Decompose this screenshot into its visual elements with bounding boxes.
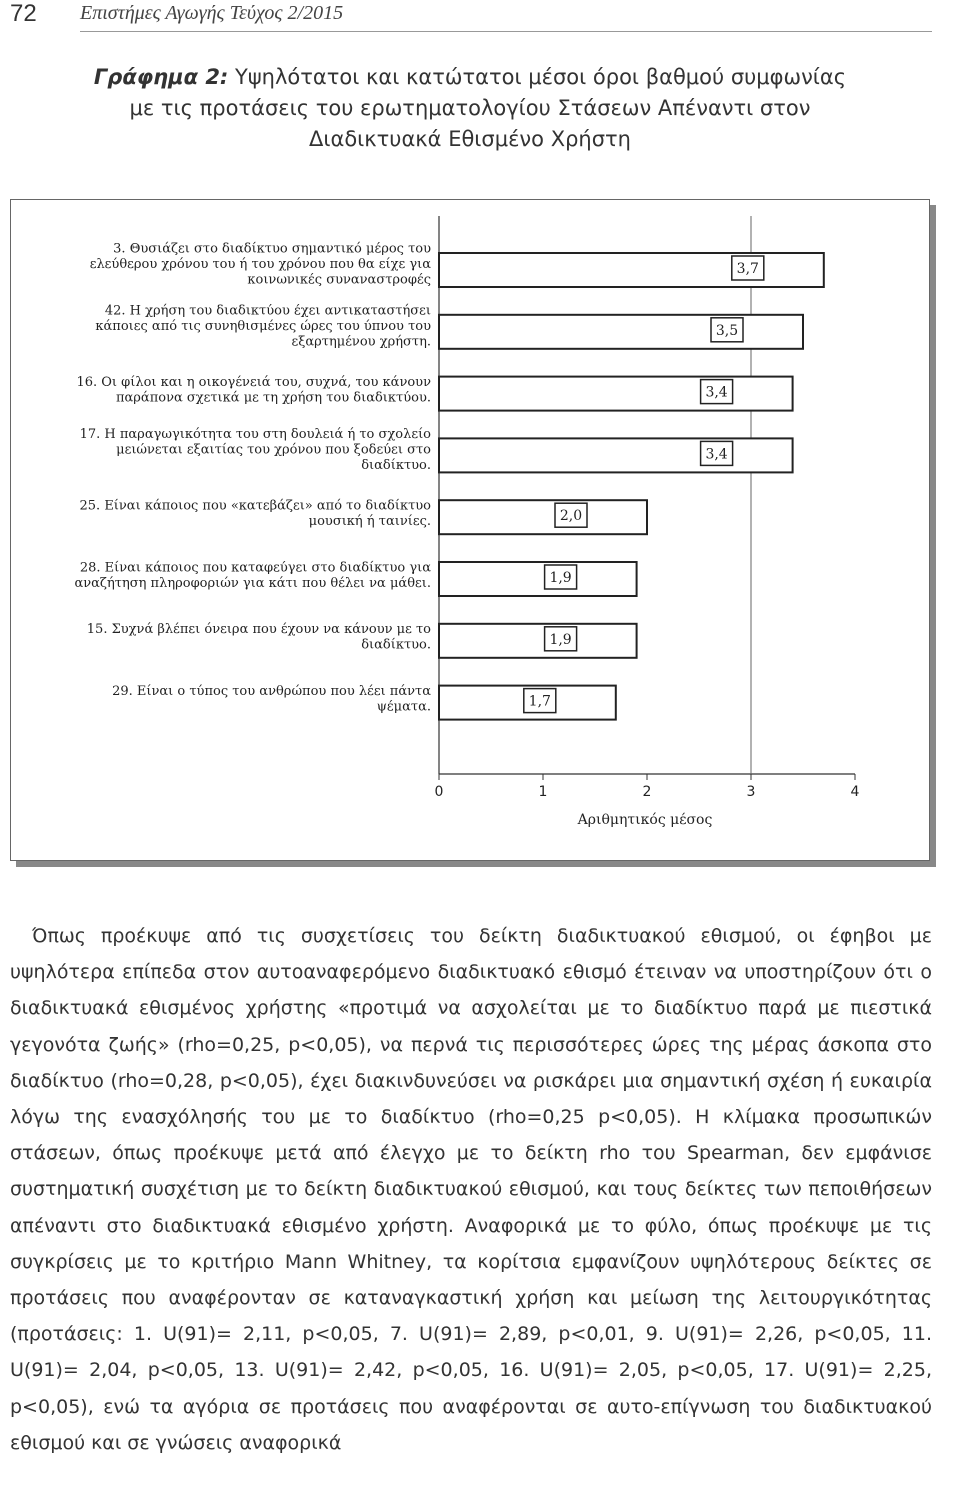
value-label: 1,9 — [549, 631, 572, 648]
category-label: εξαρτημένου χρήστη. — [291, 334, 431, 350]
chart-frame — [10, 199, 930, 861]
category-label: 28. Είναι κάποιος που καταφεύγει στο διαδίκτυο για — [79, 560, 431, 576]
bar — [439, 315, 803, 349]
journal-title: Επιστήμες Αγωγής Τεύχος 2/2015 — [80, 2, 344, 24]
category-label: διαδίκτυο. — [361, 637, 431, 653]
category-label: 17. Η παραγωγικότητα του στη δουλειά ή το σχολείο — [79, 426, 431, 442]
category-label: 29. Είναι ο τύπος του ανθρώπου που λέει πάντα — [112, 683, 431, 699]
category-label: 15. Συχνά βλέπει όνειρα που έχουν να κάνουν με το — [86, 622, 431, 638]
category-label: 3. Θυσιάζει στο διαδίκτυο σημαντικό μέρος του — [113, 241, 431, 257]
figure-label: Γράφημα 2: — [93, 65, 229, 89]
x-tick-label: 3 — [746, 784, 756, 800]
bar-chart — [11, 200, 929, 860]
body-paragraph: Όπως προέκυψε από τις συσχετίσεις του δείκτη διαδικτυακού εθισμού, οι έφηβοι με υψηλότερα επίπεδα στον αυτοαναφερόμενο διαδικτυακό εθισμό έτειναν να υποστηρίζουν ότι ο διαδικτυακά εθισμένος χρήστης «προτιμά να ασχολείται με το διαδίκτυο παρά με πιεστικά γεγονότα ζωής» (rho=0,25, p<0,05), να περνά τις περισσότερες ώρες της μέρας άσκοπα στο διαδίκτυο (rho=0,28, p<0,05), έχει διακινδυνεύσει να ρισκάρει μια σημαντική σχέση ή ευκαιρία λόγω της ενασχόλησής του με το διαδίκτυο (rho=0,25 p<0,05). Η κλίμακα προσωπικών στάσεων, όπως προέκυψε μετά από έλεγχο με το δείκτη rho του Spearman, δεν εμφάνισε συστηματική συσχέτιση με το δείκτη διαδικτυακού εθισμού, και τους δείκτες των πεποιθήσεων απέναντι στο διαδικτυακά εθισμένο χρήστη. Αναφορικά με το φύλο, όπως προέκυψε με τις συγκρίσεις με το κριτήριο Mann Whitney, τα κορίτσια εμφανίζουν υψηλότερους δείκτες σε προτάσεις που αναφέρονταν σε καταναγκαστική χρήση και μείωση της λειτουργικότητας (προτάσεις: 1. U(91)= 2,11, p<0,05, 7. U(91)= 2,89, p<0,01, 9. U(91)= 2,26, p<0,05, 11. U(91)= 2,04, p<0,05, 13. U(91)= 2,42, p<0,05, 16. U(91)= 2,05, p<0,05, 17. U(91)= 2,25, p<0,05), ενώ τα αγόρια σε προτάσεις που αναφέρονται σε αυτο-επίγνωση του διαδικτυακού εθισμού και σε γνώσεις αναφορικά — [10, 925, 932, 1454]
value-label: 2,0 — [559, 508, 583, 525]
value-label: 3,4 — [705, 384, 728, 401]
category-label: παράπονα σχετικά με τη χρήση του διαδικτύου. — [115, 390, 431, 406]
bar — [439, 438, 793, 472]
page-header — [0, 0, 960, 34]
x-tick-label: 4 — [850, 784, 860, 800]
x-tick-label: 2 — [642, 784, 652, 800]
category-label: 25. Είναι κάποιος που «κατεβάζει» από το διαδίκτυο — [79, 498, 431, 514]
x-axis-label: Αριθμητικός μέσος — [577, 812, 713, 828]
figure-caption — [80, 62, 860, 155]
category-label: 42. Η χρήση του διαδικτύου έχει αντικαταστήσει — [104, 303, 431, 319]
category-label: κοινωνικές συναναστροφές — [247, 272, 431, 288]
bar — [439, 253, 824, 287]
bar — [439, 500, 647, 534]
bar — [439, 562, 637, 596]
value-label: 3,4 — [705, 446, 728, 463]
category-label: ψέματα. — [376, 699, 431, 715]
category-label: 16. Οι φίλοι και η οικογένειά του, συχνά, του κάνουν — [76, 374, 431, 390]
body-text — [10, 918, 932, 1461]
value-label: 3,5 — [715, 322, 739, 339]
value-label: 3,7 — [736, 261, 759, 277]
value-label: 1,9 — [549, 570, 572, 586]
page-number: 72 — [10, 0, 37, 27]
category-label: ελεύθερου χρόνου του ή του χρόνου που θα είχε για — [89, 257, 431, 272]
header-rule — [80, 31, 932, 32]
bar — [439, 377, 793, 411]
category-label: κάποιες από τις συνηθισμένες ώρες του ύπνου του — [95, 318, 431, 334]
x-tick-label: 0 — [434, 784, 444, 800]
category-label: μειώνεται εξαιτίας του χρόνου που ξοδεύει στο — [116, 442, 431, 458]
bar — [439, 624, 637, 658]
figure-caption-text: Υψηλότατοι και κατώτατοι μέσοι όροι βαθμού συμφωνίας με τις προτάσεις του ερωτηματολογίου Στάσεων Απέναντι στον Διαδικτυακά Εθισμένο Χρήστη — [129, 65, 847, 151]
category-label: αναζήτηση πληροφοριών για κάτι που θέλει να μάθει. — [74, 575, 431, 591]
category-label: διαδίκτυο. — [361, 457, 431, 473]
value-label: 1,7 — [528, 693, 551, 710]
category-label: μουσική ή ταινίες. — [308, 513, 431, 529]
x-tick-label: 1 — [538, 784, 548, 800]
